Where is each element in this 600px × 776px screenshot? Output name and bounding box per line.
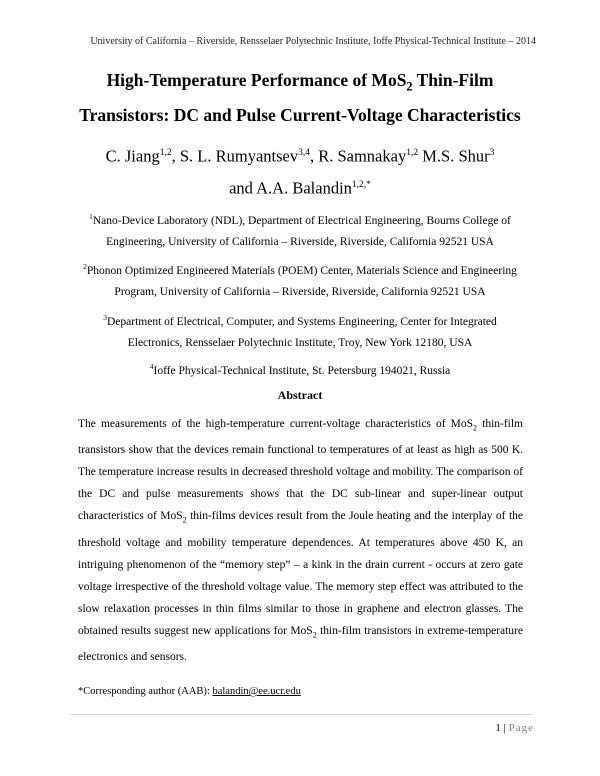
author-affiliation-marker: 1,2,* [351, 179, 371, 190]
affiliation-text: Phonon Optimized Engineered Materials (POEM) Center, Materials Science and Engineering [86, 264, 517, 277]
author-email-link[interactable]: balandin@ee.ucr.edu [212, 686, 301, 697]
author-affiliation-marker: 1,2 [159, 148, 172, 158]
affiliation-text: Nano-Device Laboratory (NDL), Department of Electrical Engineering, Bourns College of [92, 214, 511, 227]
affiliation-line: Engineering, University of California – Riverside, Riverside, California 92521 USA [106, 235, 494, 248]
page-number-value: 1 [495, 722, 501, 734]
affiliation-3 [70, 307, 530, 354]
author-line-1 [0, 139, 600, 171]
paper-title [0, 66, 600, 129]
author-conjunction: and [229, 178, 257, 197]
author-name: S. L. Rumyantsev [179, 146, 299, 166]
affiliation-2 [70, 256, 530, 303]
author-name: R. Samnakay [318, 146, 407, 166]
affiliation-line: Program, University of California – Riverside, Riverside, California 92521 USA [114, 285, 486, 298]
author-name: A.A. Balandin [256, 178, 352, 197]
author-affiliation-marker: 3,4 [298, 148, 310, 158]
author-affiliation-marker: 1,2 [406, 148, 419, 158]
author-separator: , [171, 146, 180, 166]
abstract-body [78, 413, 523, 668]
affiliation-marker: 3 [103, 313, 107, 322]
abstract-subscript: 2 [473, 423, 478, 433]
page-separator: | [500, 722, 509, 734]
affiliation-marker: 1 [89, 212, 93, 221]
abstract-text: The measurements of the high-temperature current-voltage characteristics of MoS [78, 418, 474, 430]
affiliation-text: Department of Electrical, Computer, and Systems Engineering, Center for Integrated [106, 315, 497, 328]
title-line-2: Transistors: DC and Pulse Current-Voltage Characteristics [79, 104, 521, 125]
abstract-text: thin-film transistors show that the devices remain functional to temperatures of at least as high as 500 K. The temperature increase results in decreased threshold voltage and mobility. The comparison of the DC and pulse measurements shows that the DC sub-linear and super-linear output characteristics of MoS [78, 418, 524, 523]
running-header: University of California – Riverside, Rensselaer Polytechnic Institute, Ioffe Physical-Technical Institute – 2014 [90, 36, 536, 47]
title-subscript: 2 [406, 79, 413, 94]
author-separator: , [309, 146, 319, 166]
abstract-subscript: 2 [312, 629, 317, 639]
affiliation-marker: 4 [149, 362, 154, 371]
page-number [495, 722, 534, 734]
author-name: C. Jiang [105, 146, 160, 166]
author-list [0, 139, 600, 202]
affiliation-1 [70, 206, 530, 253]
abstract-subscript: 2 [182, 515, 187, 525]
title-line-1-tail: Thin-Film [412, 70, 494, 90]
page-label: Page [508, 722, 534, 734]
affiliation-line [70, 307, 530, 333]
title-line-1-text: High-Temperature Performance of MoS [106, 70, 407, 90]
affiliation-marker: 2 [83, 262, 87, 271]
affiliation-line [70, 256, 530, 282]
abstract-text: thin-films devices result from the Joule heating and the interplay of the threshold voltage and mobility temperature dependences. At temperatures above 450 K, an intriguing phenomenon of the “memory step” – a kink in the drain current - occurs at zero gate voltage irrespective of the threshold voltage value. The memory step effect was attributed to the slow relaxation processes in thin films similar to those in graphene and electron glasses. The obtained results suggest new applications for MoS [78, 510, 524, 637]
author-name: M.S. Shur [422, 146, 490, 166]
affiliation-4 [70, 356, 530, 382]
abstract-heading: Abstract [277, 388, 323, 402]
title-line-1 [0, 66, 600, 101]
affiliation-text: Ioffe Physical-Technical Institute, St. Petersburg 194021, Russia [153, 364, 451, 377]
affiliation-line [70, 206, 530, 232]
footer-divider [70, 714, 532, 715]
corresponding-author-footnote [78, 686, 301, 697]
footnote-label: *Corresponding author (AAB): [78, 686, 213, 697]
affiliation-line: Electronics, Rensselaer Polytechnic Institute, Troy, New York 12180, USA [127, 336, 473, 349]
author-affiliation-marker: 3 [489, 148, 495, 158]
affiliation-line [70, 356, 530, 382]
abstract-text: thin-film transistors in extreme-temperature electronics and sensors. [78, 624, 523, 663]
author-line-2 [0, 171, 600, 203]
